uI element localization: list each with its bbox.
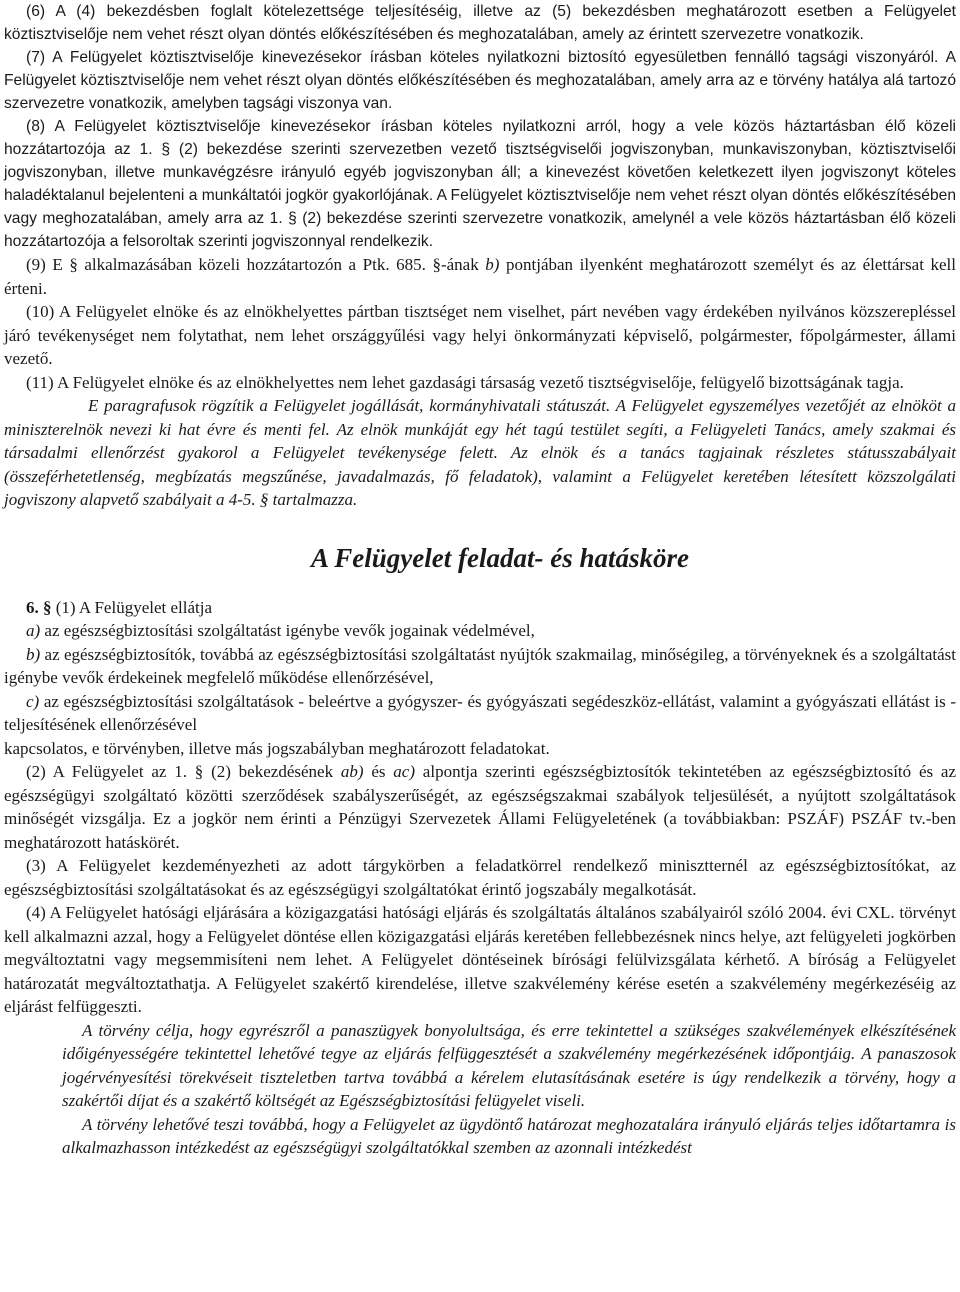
paragraph-11: (11) A Felügyelet elnöke és az elnökhelyettes nem lehet gazdasági társaság vezető tisztségviselője, felügyelő bizottságának tagja. (26, 372, 904, 392)
item-label: a) (26, 621, 41, 640)
middle-section (4, 253, 956, 1160)
paragraph-9-point-ref: b) (485, 255, 500, 274)
paragraph-9-text-b: pontjában ilyenként meghatározott személyt és az élettársat kell érteni. (4, 255, 956, 298)
item-text: az egészségbiztosítási szolgáltatások - beleértve a gyógyszer- és gyógyászati segédeszköz-ellátást, valamint a gyógyászati ellátást is - teljesítésének ellenőrzésével (4, 691, 956, 734)
section-heading: A Felügyelet feladat- és hatásköre (311, 542, 689, 573)
commentary-block-3: A törvény lehetővé teszi továbbá, hogy a Felügyelet az ügydöntő határozat meghozatalára irányuló eljárás teljes időtartamra is alkalmazhasson intézkedést az egészségügyi szolgáltatókkal szemben az azonnali intézkedést (62, 1114, 956, 1157)
commentary-block-2: A törvény célja, hogy egyrészről a panaszügyek bonyolultsága, és erre tekintettel a szükséges szakvélemények elkészítésének időigényességére tekintettel lehetővé tegye az eljárás felfüggesztését a szakvélemény megérkezésének időpontjáig. A panaszosok jogérvényesítési törekvéseit tiszteletben tartva továbbá a kérelem elutasításának esetére is úgy rendelkezik a törvény, hogy a szakértői díjat és a szakértő költségét az Egészségbiztosítási felügyelet viseli. (62, 1020, 956, 1110)
section-6-item-b (4, 643, 956, 690)
section-6-intro (4, 596, 956, 620)
paragraph-6-2-text-c: alpontja szerinti egészségbiztosítók tekintetében az egészségbiztosító és az egészségügyi szolgáltató közötti szerződések szabályszerűségét, az egészségszakmai szabályok teljesülését, a nyújtott szolgáltatások minőségét vizsgálja. Ez a jogkör nem érinti a Pénzügyi Szervezetek Állami Felügyeletének (a továbbiakban: PSZÁF) PSZÁF tv.-ben meghatározott hatáskörét. (4, 762, 956, 852)
section-6-tail: kapcsolatos, e törvényben, illetve más jogszabályban meghatározott feladatokat. (4, 738, 550, 758)
paragraph-6-3: (3) A Felügyelet kezdeményezheti az adott tárgykörben a feladatkörrel rendelkező minisztternél az egészségbiztosítókat, az egészségbiztosítási szolgáltatásokat és az egészségügyi szolgáltatókat érintő jogszabály megalkotását. (4, 856, 956, 899)
paragraph-6-2-ref-ab: ab) (340, 762, 364, 781)
paragraph-8: (8) A Felügyelet köztisztviselője kinevezésekor írásban köteles nyilatkozni arról, hogy a vele közös háztartásban élő közeli hozzátartozója az 1. § (2) bekezdése szerinti szervezetben vezető tisztségviselői jogviszonyban, munkaviszonyban, köztisztviselői jogviszonyban, illetve munkavégzésre irányuló egyéb jogviszonyban áll; a kinevezést követően keletkezett ilyen jogviszonyt köteles haladéktalanul bejelenteni a munkáltatói jogkör gyakorlójának. A Felügyelet köztisztviselője nem vehet részt olyan döntés előkészítésében vagy meghozatalában, amely arra az 1. § (2) bekezdése szerinti szervezetre vonatkozik, amelynél a vele közös háztartásban élő közeli hozzátartozója a felsoroltak szerinti jogviszonnyal rendelkezik. (4, 118, 956, 250)
section-6-label: 6. § (26, 597, 52, 617)
item-label: c) (26, 691, 40, 711)
paragraph-6: (6) A (4) bekezdésben foglalt kötelezettsége teljesítéséig, illetve az (5) bekezdésben meghatározott esetben a Felügyelet köztisztviselője nem vehet részt olyan döntés előkészítésében és meghozatalában, amely az érintett szervezetre vonatkozik. (4, 3, 956, 43)
paragraph-7: (7) A Felügyelet köztisztviselője kinevezésekor írásban köteles nyilatkozni biztosító egyesületben fennálló tagsági viszonyáról. A Felügyelet köztisztviselője nem vehet részt olyan döntés előkészítésében és meghozatalában, amely arra az e törvény hatálya alá tartozó szervezetre vonatkozik, amelyben tagsági viszonya van. (4, 49, 956, 112)
paragraph-10: (10) A Felügyelet elnöke és az elnökhelyettes pártban tisztséget nem viselhet, párt nevében vagy érdekében nyilvános közszerepléssel járó tevékenységet nem folytathat, nem lehet országgyűlési vagy helyi önkormányzati képviselő, polgármester, főpolgármester, állami vezető. (4, 302, 956, 368)
paragraph-6-2 (4, 760, 956, 854)
paragraph-9 (4, 253, 956, 300)
section-6-item-a (4, 619, 956, 643)
paragraph-6-2-text-a: (2) A Felügyelet az 1. § (2) bekezdésének (26, 762, 341, 781)
paragraph-6-4: (4) A Felügyelet hatósági eljárására a közigazgatási hatósági eljárás és szolgáltatás általános szabályairól szóló 2004. évi CXL. törvényt kell alkalmazni azzal, hogy a Felügyelet döntése ellen közigazgatási eljárás keretében fellebbezésnek nincs helye, azt felügyeleti jogkörben megváltoztatni vagy megsemmisíteni nem lehet. A Felügyelet döntéseinek bírósági felülvizsgálata kérhető. A bíróság a Felügyelet határozatát megváltoztathatja. A Felügyelet szakértő kirendelése, illetve szakvélemény kérése esetén a szakvélemény megérkezéséig az eljárást felfüggeszti. (4, 903, 956, 1016)
item-label: b) (26, 644, 41, 664)
section-6-item-c (4, 690, 956, 737)
item-text: az egészségbiztosítási szolgáltatást igénybe vevők jogainak védelmével, (40, 621, 535, 640)
section-6-intro-text: (1) A Felügyelet ellátja (51, 597, 213, 617)
paragraph-6-2-ref-ac: ac) (393, 762, 416, 781)
paragraph-9-text-a: (9) E § alkalmazásában közeli hozzátartozón a Ptk. 685. §-ának (26, 255, 486, 274)
commentary-block-1: E paragrafusok rögzítik a Felügyelet jogállását, kormányhivatali státuszát. A Felügyelet egyszemélyes vezetőjét az elnököt a miniszterelnök nevezi ki hat évre és menti fel. Az elnök munkáját egy hét tagú testület segíti, a Felügyeleti Tanács, amely szakmai és társadalmi ellenőrzést gyakorol a Felügyelet tevékenysége felett. Az elnök és a tanács tagjainak részletes státusszabályait (összeférhetetlenség, megbízatás megszűnése, javadalmazás, fő feladatok), valamint a Felügyelet keretében létesített közszolgálati jogviszony alapvető szabályait a 4-5. § tartalmazza. (4, 396, 956, 509)
item-text: az egészségbiztosítók, továbbá az egészségbiztosítási szolgáltatást nyújtók szakmailag, minőségileg, a törvényeknek és a szolgáltatást igénybe vevők érdekeinek megfelelő működése ellenőrzésével, (4, 644, 956, 687)
top-section (4, 0, 956, 253)
paragraph-6-2-text-b: és (363, 762, 394, 781)
